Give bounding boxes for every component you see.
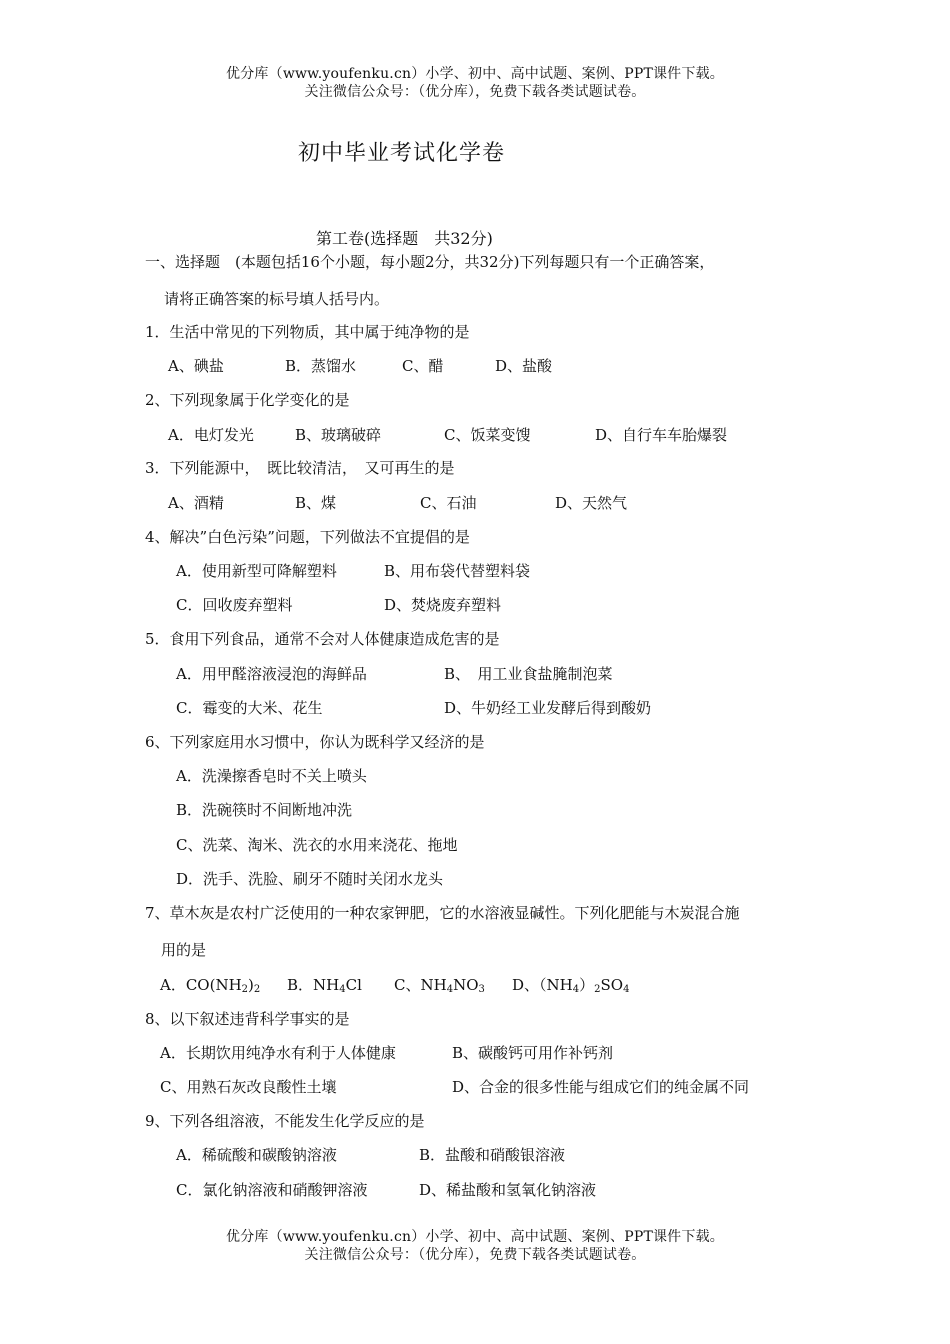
q1-option-a: A、碘盐 [168, 357, 224, 375]
q9-option-c: C．氯化钠溶液和硝酸钾溶液 [176, 1181, 368, 1199]
q7-option-b: B．$NH_4Cl$ [287, 976, 362, 995]
q1-option-b: B．蒸馏水 [285, 357, 357, 375]
q3-option-b: B、煤 [295, 494, 337, 512]
q6-option-c: C、洗菜、淘米、洗衣的水用来浇花、拖地 [176, 836, 458, 854]
question-2-stem: 2、下列现象属于化学变化的是 [145, 391, 350, 409]
q9-option-a: A．稀硫酸和碳酸钠溶液 [176, 1146, 337, 1164]
q8-option-d: D、合金的很多性能与组成它们的纯金属不同 [452, 1078, 750, 1096]
question-4-stem: 4、解决”白色污染”问题，下列做法不宜提倡的是 [145, 528, 470, 546]
q5-option-b: B、 用工业食盐腌制泡菜 [444, 665, 613, 683]
q3-option-d: D、天然气 [555, 494, 628, 512]
q2-option-a: A．电灯发光 [168, 426, 254, 444]
q8-option-c: C、用熟石灰改良酸性土壤 [160, 1078, 337, 1096]
q9-option-b: B．盐酸和硝酸银溶液 [419, 1146, 566, 1164]
question-3-stem: 3．下列能源中， 既比较清洁， 又可再生的是 [145, 459, 455, 477]
question-9-stem: 9、下列各组溶液，不能发生化学反应的是 [145, 1112, 425, 1130]
q2-option-b: B、玻璃破碎 [295, 426, 382, 444]
q9-option-d: D、稀盐酸和氢氧化钠溶液 [419, 1181, 597, 1199]
q1-option-c: C、醋 [402, 357, 444, 375]
q8-option-a: A．长期饮用纯净水有利于人体健康 [160, 1044, 396, 1062]
question-1-stem: 1．生活中常见的下列物质，其中属于纯净物的是 [145, 323, 470, 341]
question-6-stem: 6、下列家庭用水习惯中，你认为既科学又经济的是 [145, 733, 485, 751]
question-7-stem-cont: 用的是 [161, 941, 207, 959]
question-8-stem: 8、以下叙述违背科学事实的是 [145, 1010, 350, 1028]
footer-line-2: 关注微信公众号：（优分库），免费下载各类试题试卷。 [304, 1247, 646, 1263]
q4-option-c: C．回收废弃塑料 [176, 596, 293, 614]
q5-option-a: A．用甲醛溶液浸泡的海鲜品 [176, 665, 367, 683]
q3-option-c: C、石油 [420, 494, 477, 512]
q3-option-a: A、酒精 [168, 494, 224, 512]
q6-option-d: D．洗手、洗脸、刷牙不随时关闭水龙头 [176, 870, 444, 888]
page-title: 初中毕业考试化学卷 [298, 141, 506, 166]
header-line-2: 关注微信公众号：（优分库），免费下载各类试题试卷。 [304, 84, 646, 100]
q6-option-a: A．洗澡擦香皂时不关上喷头 [176, 767, 367, 785]
q6-option-b: B．洗碗筷时不间断地冲洗 [176, 801, 353, 819]
q4-option-b: B、用布袋代替塑料袋 [384, 562, 531, 580]
q7-option-d: D、$(NH_4)_2SO_4$ [512, 976, 630, 995]
question-7-stem: 7、草木灰是农村广泛使用的一种农家钾肥，它的水溶液显碱性。下列化肥能与木炭混合施 [145, 904, 740, 922]
q2-option-c: C、饭菜变馊 [444, 426, 531, 444]
question-5-stem: 5．食用下列食品，通常不会对人体健康造成危害的是 [145, 630, 500, 648]
q8-option-b: B、碳酸钙可用作补钙剂 [452, 1044, 614, 1062]
q5-option-d: D、牛奶经工业发酵后得到酸奶 [444, 699, 652, 717]
q4-option-d: D、焚烧废弃塑料 [384, 596, 502, 614]
section-title: 第工卷(选择题 共32分) [316, 229, 493, 248]
q7-option-c: C、$NH_4NO_3$ [394, 976, 485, 995]
q7-option-a: A．$CO(NH_2)_2$ [160, 976, 261, 995]
q5-option-c: C．霉变的大米、花生 [176, 699, 323, 717]
footer-line-1: 优分库（www.youfenku.cn）小学、初中、高中试题、案例、PPT课件下载。 [226, 1229, 724, 1245]
q4-option-a: A．使用新型可降解塑料 [176, 562, 337, 580]
instructions-line-1: 一、选择题 (本题包括16个小题，每小题2分，共32分)下列每题只有一个正确答案， [145, 253, 715, 271]
instructions-line-2: 请将正确答案的标号填人括号内。 [164, 290, 390, 308]
q2-option-d: D、自行车车胎爆裂 [595, 426, 728, 444]
q1-option-d: D、盐酸 [495, 357, 553, 375]
header-line-1: 优分库（www.youfenku.cn）小学、初中、高中试题、案例、PPT课件下载。 [226, 66, 724, 82]
